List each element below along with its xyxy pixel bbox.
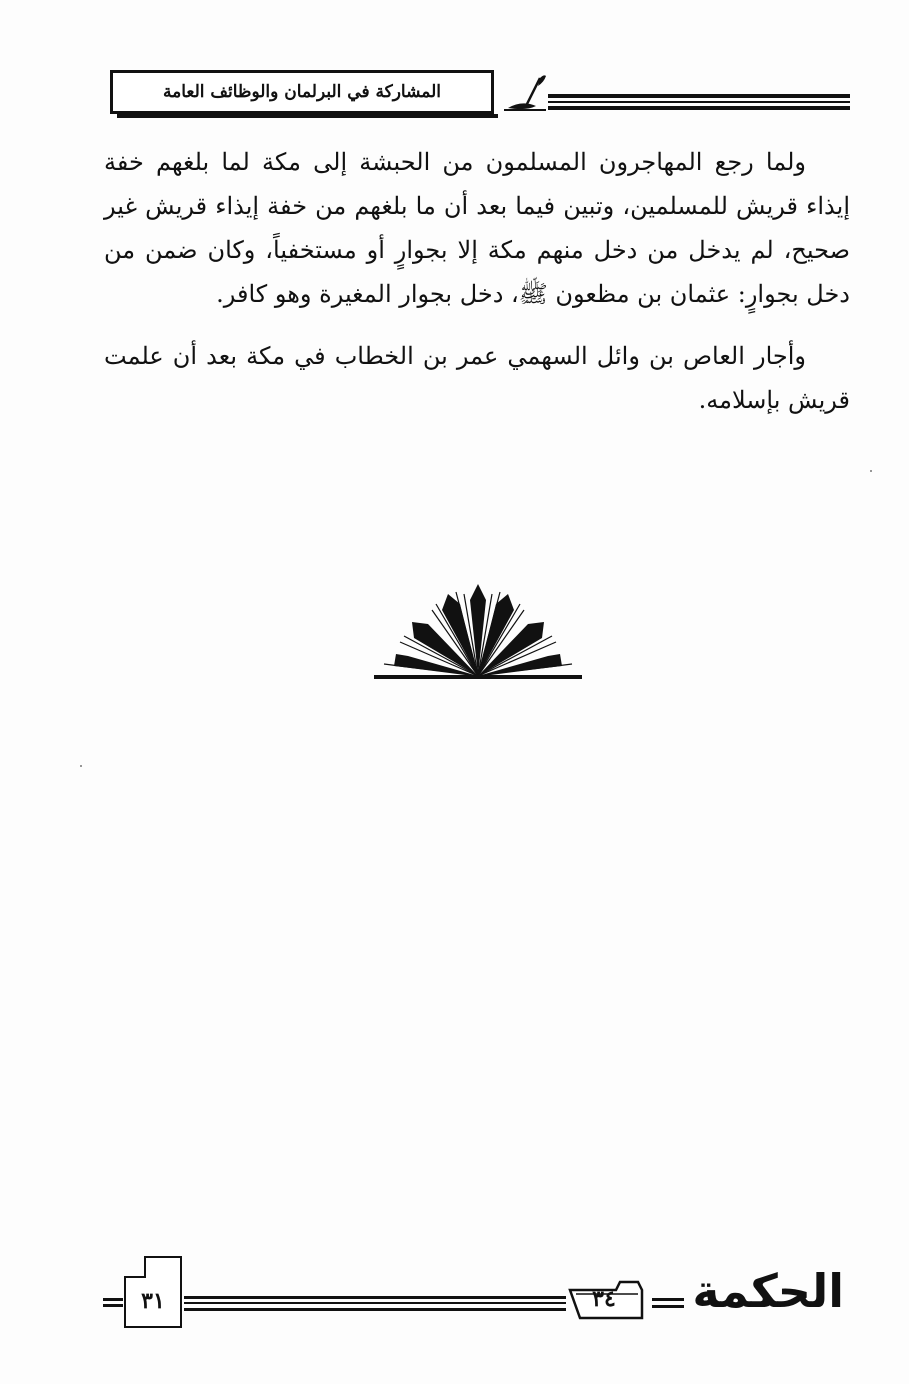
quill-pen-icon xyxy=(500,72,550,114)
footer-rule xyxy=(184,1296,566,1299)
scan-speck xyxy=(870,470,872,472)
sunburst-ornament xyxy=(372,580,584,684)
page-number-box xyxy=(124,1256,182,1328)
header-rule xyxy=(548,94,850,98)
brand-logo: الحكمة xyxy=(692,1264,844,1318)
page-number: ٣١ xyxy=(141,1288,165,1314)
series-number: ٣٤ xyxy=(592,1286,616,1312)
header-rule xyxy=(548,106,850,110)
running-header-title: المشاركة في البرلمان والوظائف العامة xyxy=(163,82,441,102)
scan-speck xyxy=(80,765,82,767)
paragraph: ولما رجع المهاجرون المسلمون من الحبشة إلى مكة لما بلغهم خفة إيذاء قريش للمسلمين، وتبين فيما بعد أن ما بلغهم من خفة إيذاء قريش غير صحيح، لم يدخل من دخل منهم مكة إلا بجوارٍ أو مستخفياً، وكان ضمن من دخل بجوارٍ: عثمان بن مظعون ﷺ، دخل بجوار المغيرة وهو كافر. xyxy=(104,148,850,308)
footer-rule xyxy=(184,1308,566,1311)
paragraph: وأجار العاص بن وائل السهمي عمر بن الخطاب في مكة بعد أن علمت قريش بإسلامه. xyxy=(104,342,850,414)
header-title-box xyxy=(110,70,494,114)
header-rule xyxy=(548,101,850,103)
body-text xyxy=(104,140,850,440)
footer-rule xyxy=(184,1302,566,1304)
footer-tick xyxy=(103,1298,123,1312)
footer-equals xyxy=(652,1298,684,1310)
